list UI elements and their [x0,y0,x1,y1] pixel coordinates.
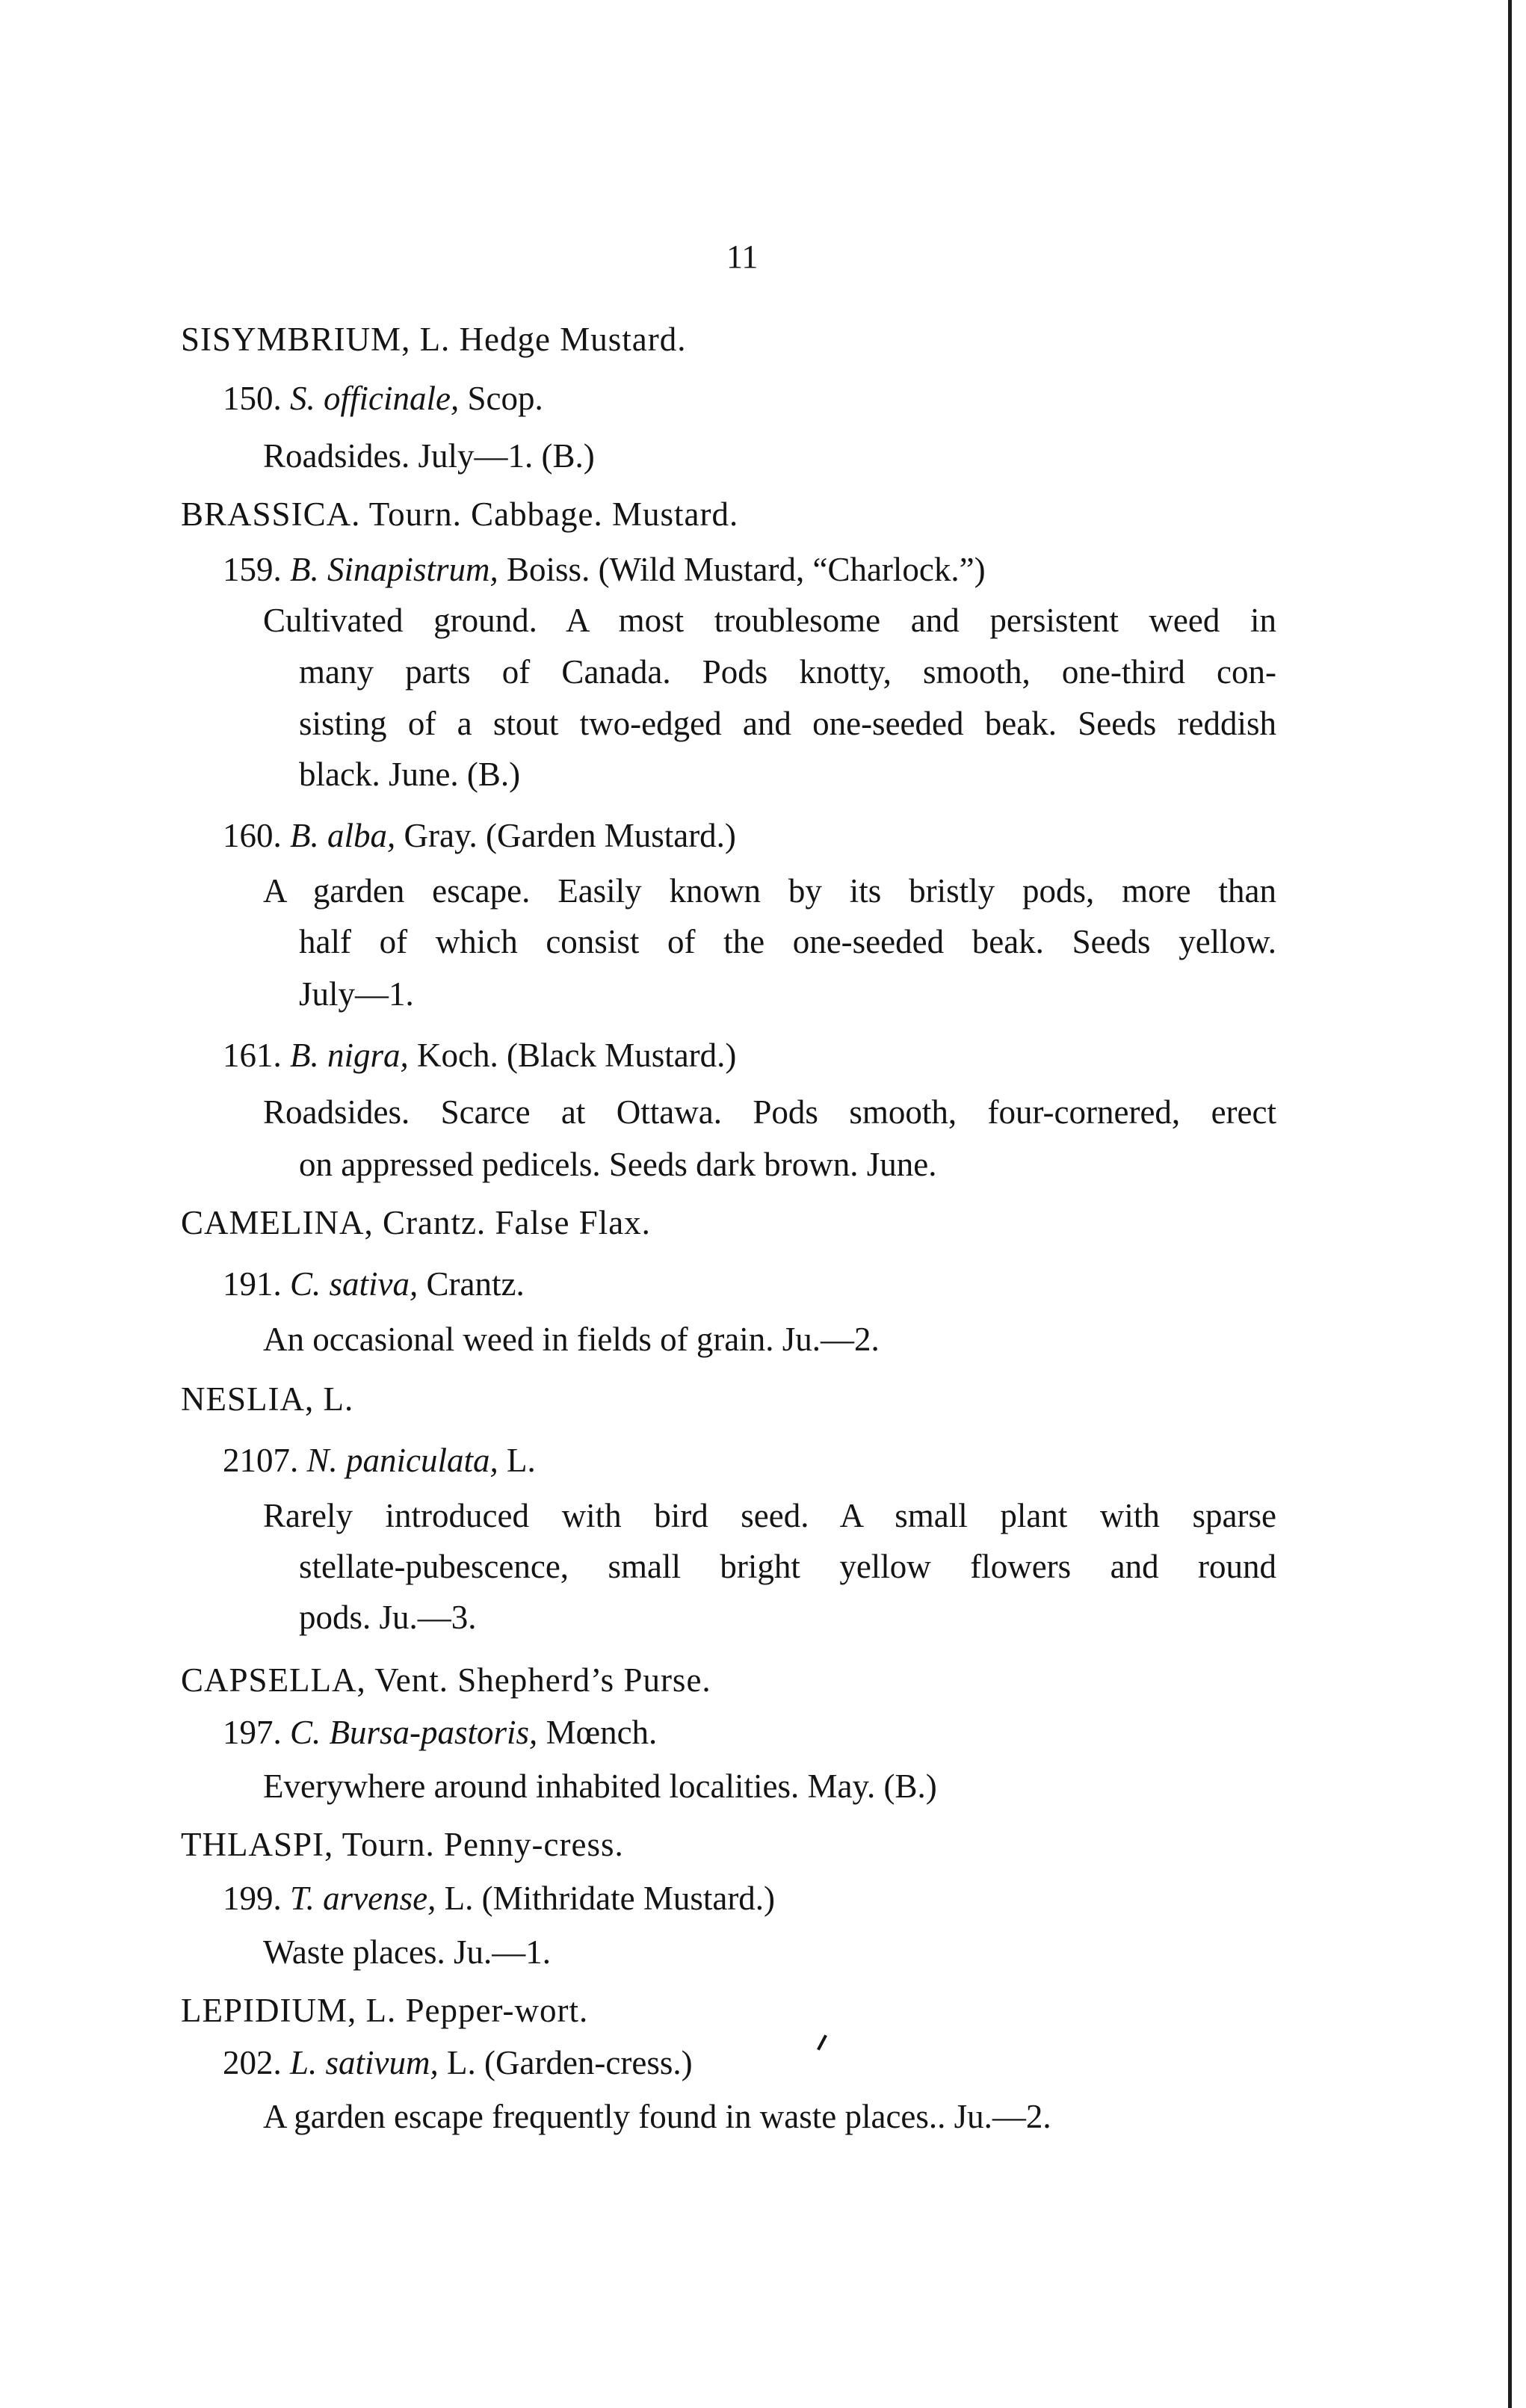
species-description: Cultivated ground. A most troublesome and persistent weed in [263,602,1276,639]
species-entry-191: 191. C. sativa, Crantz. [223,1265,525,1303]
species-description: many parts of Canada. Pods knotty, smooth, one-third con- [299,653,1276,691]
species-description: Rarely introduced with bird seed. A small plant with sparse [263,1497,1276,1534]
species-entry-199: 199. T. arvense, L. (Mithridate Mustard.) [223,1880,776,1917]
species-description: July—1. [299,975,414,1013]
genus-heading-lepidium: LEPIDIUM, L. Pepper-wort. [181,1992,589,2029]
genus-heading-thlaspi: THLASPI, Tourn. Penny-cress. [181,1826,624,1863]
species-description: stellate-pubescence, small bright yellow flowers and round [299,1548,1276,1585]
species-entry-202: 202. L. sativum, L. (Garden-cress.) [223,2044,693,2081]
species-description: Roadsides. Scarce at Ottawa. Pods smooth, four-cornered, erect [263,1093,1276,1131]
genus-heading-capsella: CAPSELLA, Vent. Shepherd’s Purse. [181,1661,711,1699]
genus-heading-neslia: NESLIA, L. [181,1380,354,1418]
species-entry-161: 161. B. nigra, Koch. (Black Mustard.) [223,1037,737,1074]
genus-heading-camelina: CAMELINA, Crantz. False Flax. [181,1204,651,1241]
species-description: Roadsides. July—1. (B.) [263,437,595,475]
genus-heading-brassica: BRASSICA. Tourn. Cabbage. Mustard. [181,496,739,533]
species-description: Everywhere around inhabited localities. May. (B.) [263,1768,937,1805]
species-description: A garden escape frequently found in waste places.. Ju.—2. [263,2098,1051,2135]
species-description: on appressed pedicels. Seeds dark brown. June. [299,1146,937,1183]
species-description: An occasional weed in fields of grain. Ju.—2. [263,1321,880,1358]
species-entry-159: 159. B. Sinapistrum, Boiss. (Wild Mustard, “Charlock.”) [223,551,986,588]
genus-heading-sisymbrium: SISYMBRIUM, L. Hedge Mustard. [181,321,687,358]
species-entry-160: 160. B. alba, Gray. (Garden Mustard.) [223,817,736,854]
species-description: sisting of a stout two-edged and one-seeded beak. Seeds reddish [299,705,1276,742]
species-description: black. June. (B.) [299,756,521,793]
species-description: A garden escape. Easily known by its bristly pods, more than [263,872,1276,910]
species-entry-2107: 2107. N. paniculata, L. [223,1442,536,1479]
species-description: pods. Ju.—3. [299,1599,477,1636]
species-entry-197: 197. C. Bursa-pastoris, Mœnch. [223,1714,658,1751]
species-description: Waste places. Ju.—1. [263,1933,552,1971]
page-number: 11 [726,238,759,275]
species-entry-150: 150. S. officinale, Scop. [223,380,543,417]
species-description: half of which consist of the one-seeded beak. Seeds yellow. [299,923,1276,960]
ink-mark [817,2034,827,2050]
book-spine-edge [1508,0,1512,2408]
